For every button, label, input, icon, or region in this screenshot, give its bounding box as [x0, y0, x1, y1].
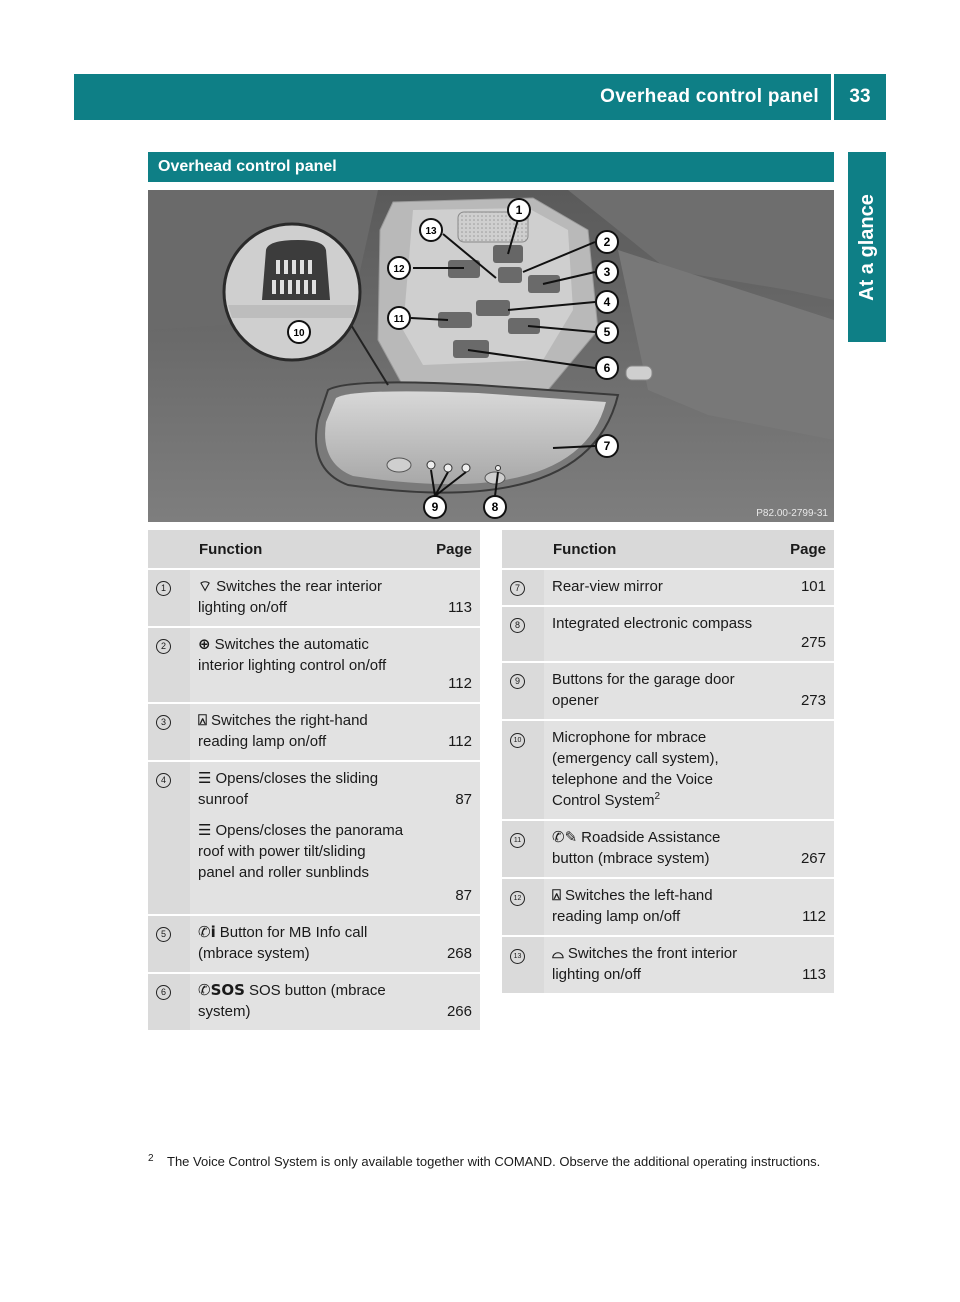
item-number: 7: [510, 581, 525, 596]
function-text: Rear-view mirror: [552, 578, 663, 595]
svg-text:8: 8: [491, 500, 499, 514]
function-text: Switches the rear interior lighting on/off: [198, 578, 383, 616]
item-number: 8: [510, 618, 525, 633]
page-ref[interactable]: 275: [766, 607, 834, 663]
function-text: Button for MB Info call (mbrace system): [198, 924, 368, 962]
page-ref[interactable]: 267: [766, 821, 834, 879]
footnote-number: 2: [148, 1153, 154, 1164]
header-bar: [74, 74, 886, 120]
item-number: 4: [156, 773, 171, 788]
svg-text:4: 4: [603, 295, 611, 309]
callout-5: [596, 321, 618, 343]
item-number: 13: [510, 949, 525, 964]
function-text: Integrated electronic compass: [552, 615, 753, 632]
svg-text:2: 2: [603, 235, 611, 249]
callout-12: [388, 257, 410, 279]
svg-text:10: 10: [293, 328, 305, 339]
callout-10: [288, 321, 310, 343]
table-row: [502, 570, 834, 607]
table-row: [148, 704, 480, 762]
item-number: 5: [156, 927, 171, 942]
svg-text:5: 5: [603, 325, 611, 339]
header-page: Page: [766, 530, 834, 570]
page-ref[interactable]: 87: [455, 887, 472, 904]
svg-text:7: 7: [603, 439, 611, 453]
info-call-icon: ✆i: [198, 923, 216, 941]
table-row: [502, 937, 834, 995]
panorama-roof-icon: ☰: [198, 821, 212, 839]
function-table-right: [502, 530, 834, 995]
page-ref[interactable]: 113: [412, 570, 480, 628]
front-interior-light-icon: ⌓: [552, 944, 564, 962]
item-number: 3: [156, 715, 171, 730]
table-row: [502, 607, 834, 663]
function-text: Switches the automatic interior lighting control on/off: [198, 636, 387, 674]
sos-icon: ✆SOS: [198, 981, 245, 999]
item-number: 10: [510, 733, 525, 748]
page-ref: [766, 721, 834, 821]
table-row: [148, 762, 480, 916]
svg-text:11: 11: [393, 314, 405, 325]
overhead-panel-figure: [148, 190, 834, 522]
function-text: Switches the left-hand reading lamp on/off: [552, 887, 713, 925]
callout-3: [596, 261, 618, 283]
callout-1: [508, 199, 530, 221]
callout-7: [596, 435, 618, 457]
footnote: [148, 1153, 828, 1170]
header-title: Overhead control panel: [600, 86, 819, 107]
overhead-panel-illustration: [148, 190, 834, 522]
function-text: Microphone for mbrace (emergency call system), telephone and the Voice Control System: [552, 729, 719, 809]
page-ref[interactable]: 101: [766, 570, 834, 607]
page-ref[interactable]: 266: [412, 974, 480, 1032]
svg-text:12: 12: [393, 264, 405, 275]
callout-8: [484, 496, 506, 518]
table-row: [148, 974, 480, 1032]
page-ref[interactable]: 112: [412, 704, 480, 762]
function-text: SOS button (mbrace system): [198, 982, 386, 1020]
auto-interior-light-icon: ⊕: [198, 635, 211, 653]
page-ref[interactable]: 113: [766, 937, 834, 995]
page-number: 33: [849, 86, 871, 107]
function-text: Switches the front interior lighting on/off: [552, 945, 738, 983]
reading-lamp-icon: ⍓: [552, 886, 562, 904]
item-number: 1: [156, 581, 171, 596]
callout-11: [388, 307, 410, 329]
table-row: [502, 821, 834, 879]
rear-interior-light-icon: ⌔: [198, 577, 213, 595]
svg-text:3: 3: [603, 265, 611, 279]
table-header: [502, 530, 834, 570]
svg-text:1: 1: [515, 203, 523, 217]
side-tab-label: At a glance: [855, 193, 878, 301]
roadside-assistance-icon: ✆✎: [552, 828, 578, 846]
table-row: [502, 879, 834, 937]
svg-text:9: 9: [431, 500, 439, 514]
section-title: Overhead control panel: [158, 158, 337, 175]
function-text: Opens/closes the panorama roof with power tilt/sliding panel and roller sunblinds: [198, 822, 404, 881]
function-text: Buttons for the garage door opener: [552, 671, 735, 709]
callout-9: [424, 496, 446, 518]
item-number: 11: [510, 833, 525, 848]
footnote-ref[interactable]: 2: [654, 791, 661, 802]
table-row: [502, 721, 834, 821]
footnote-text: The Voice Control System is only available together with COMAND. Observe the additional operating instructions.: [167, 1154, 821, 1169]
page-ref[interactable]: 87: [455, 791, 472, 808]
header-page: Page: [412, 530, 480, 570]
table-header: [148, 530, 480, 570]
item-number: 6: [156, 985, 171, 1000]
svg-text:6: 6: [603, 361, 611, 375]
callout-2: [596, 231, 618, 253]
table-row: [502, 663, 834, 721]
svg-text:13: 13: [425, 226, 437, 237]
reading-lamp-icon: ⍓: [198, 711, 208, 729]
sunroof-icon: ☰: [198, 769, 212, 787]
callout-13: [420, 219, 442, 241]
side-tab[interactable]: [848, 152, 886, 342]
function-text: Roadside Assistance button (mbrace system): [552, 829, 721, 867]
section-heading: [148, 152, 834, 182]
page-ref[interactable]: 112: [412, 628, 480, 704]
item-number: 12: [510, 891, 525, 906]
page-ref[interactable]: 112: [766, 879, 834, 937]
table-row: [148, 570, 480, 628]
header-function: Function: [544, 530, 766, 570]
item-number: 2: [156, 639, 171, 654]
page-ref[interactable]: 273: [766, 663, 834, 721]
callout-4: [596, 291, 618, 313]
table-row: [148, 916, 480, 974]
table-row: [148, 628, 480, 704]
item-number: 9: [510, 674, 525, 689]
figure-code: P82.00-2799-31: [756, 508, 828, 519]
callout-6: [596, 357, 618, 379]
function-text: Switches the right-hand reading lamp on/off: [198, 712, 368, 750]
function-text: Opens/closes the sliding sunroof: [198, 770, 379, 808]
page-ref[interactable]: 268: [412, 916, 480, 974]
header-function: Function: [190, 530, 412, 570]
function-table-left: [148, 530, 480, 1032]
